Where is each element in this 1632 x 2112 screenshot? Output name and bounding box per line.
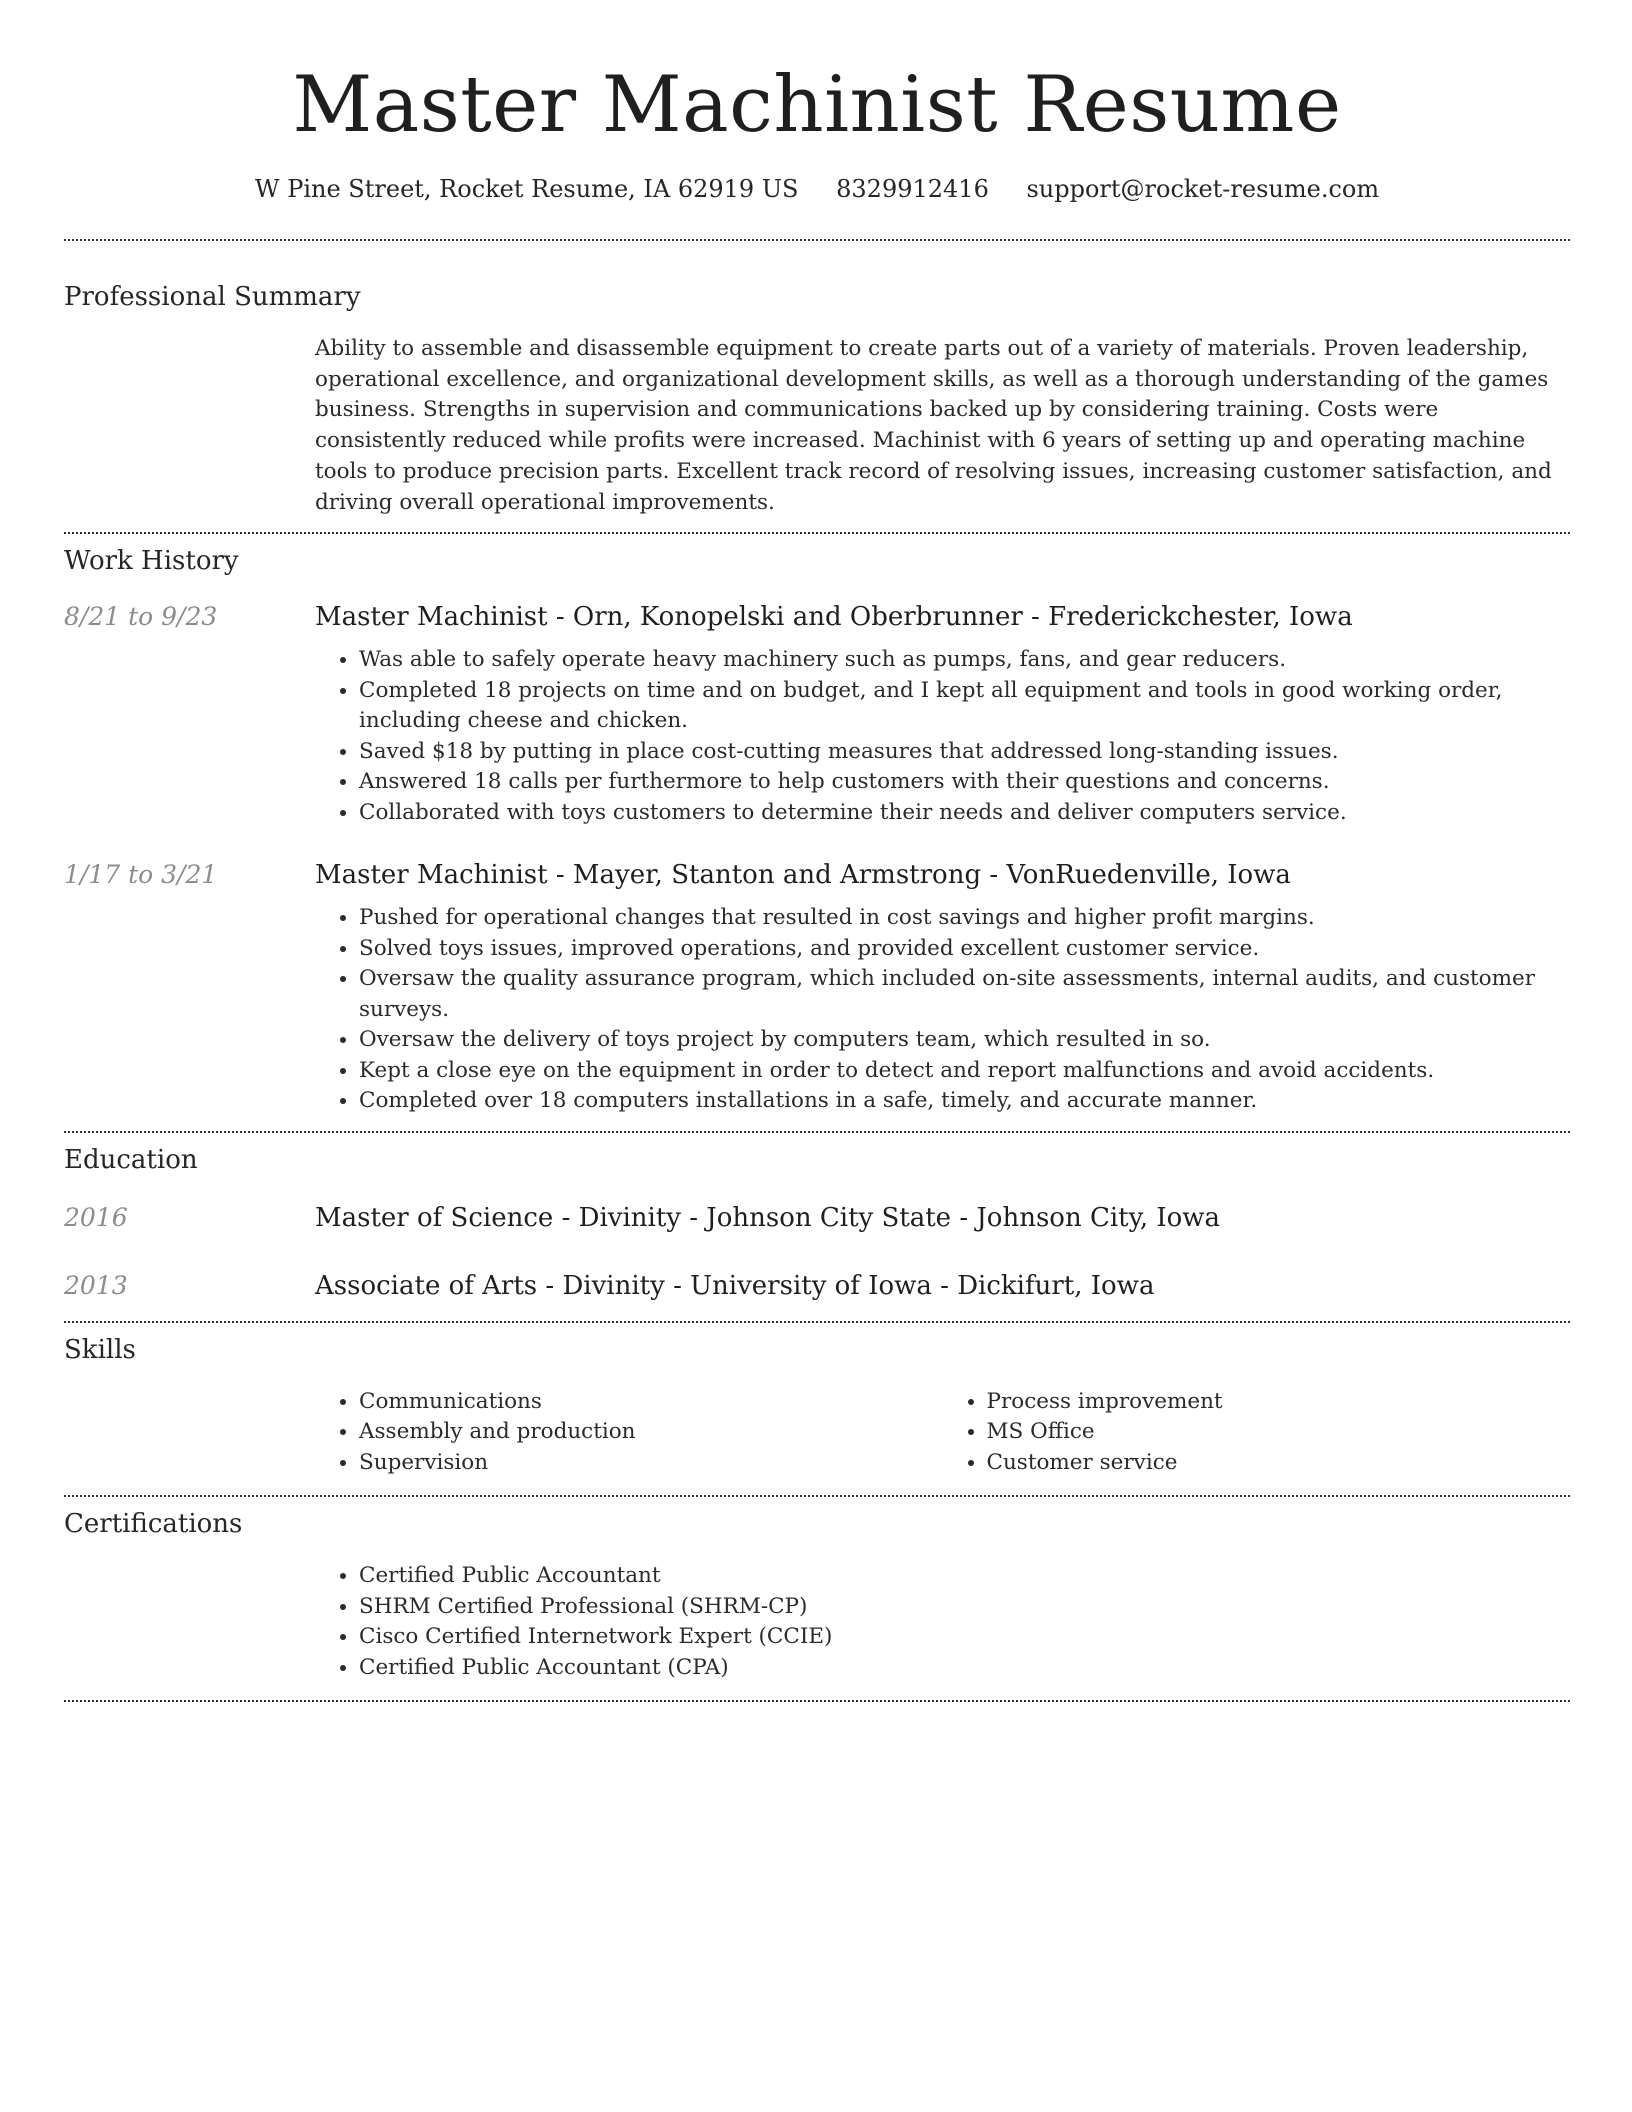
education-entry (64, 1201, 1570, 1235)
contact-phone: 8329912416 (836, 175, 989, 203)
education-entry (64, 1269, 1570, 1303)
resume-page (64, 0, 1570, 1702)
skills-list-left (315, 1387, 943, 1479)
education-text: Associate of Arts - Divinity - University of Iowa - Dickifurt, Iowa (315, 1270, 1155, 1301)
job-entry (64, 600, 1570, 828)
job-bullets (315, 903, 1570, 1117)
divider (64, 1321, 1570, 1323)
education-year: 2013 (64, 1270, 128, 1300)
contact-address: W Pine Street, Rocket Resume, IA 62919 US (254, 175, 799, 203)
list-item: • Completed 18 projects on time and on budget, and I kept all equipment and tools in good working order, including cheese and chicken. (359, 676, 1570, 737)
list-item: • Assembly and production (359, 1417, 943, 1448)
education-year: 2016 (64, 1202, 128, 1232)
skills-row (64, 1387, 1570, 1479)
divider (64, 1495, 1570, 1497)
job-title: Master Machinist - Orn, Konopelski and Oberbrunner - Frederickchester, Iowa (315, 602, 1353, 633)
divider (64, 239, 1570, 241)
certifications-row (64, 1561, 1570, 1683)
list-item: • Pushed for operational changes that resulted in cost savings and higher profit margins. (359, 903, 1570, 934)
list-item: • Kept a close eye on the equipment in order to detect and report malfunctions and avoid accidents. (359, 1056, 1570, 1087)
list-item: • Saved $18 by putting in place cost-cutting measures that addressed long-standing issues. (359, 737, 1570, 768)
skills-list-right (943, 1387, 1571, 1479)
list-item: • Certified Public Accountant (CPA) (359, 1653, 1570, 1684)
list-item: • Certified Public Accountant (359, 1561, 1570, 1592)
divider (64, 532, 1570, 534)
list-item: • Completed over 18 computers installations in a safe, timely, and accurate manner. (359, 1086, 1570, 1117)
list-item: • SHRM Certified Professional (SHRM-CP) (359, 1592, 1570, 1623)
job-dates: 1/17 to 3/21 (64, 860, 218, 890)
section-title-work-history: Work History (64, 546, 239, 577)
list-item: • Cisco Certified Internetwork Expert (CCIE) (359, 1622, 1570, 1653)
divider (64, 1131, 1570, 1133)
section-title-education: Education (64, 1144, 198, 1175)
list-item: • Was able to safely operate heavy machinery such as pumps, fans, and gear reducers. (359, 645, 1570, 676)
list-item: • Answered 18 calls per furthermore to help customers with their questions and concerns. (359, 767, 1570, 798)
job-entry (64, 858, 1570, 1117)
job-dates: 8/21 to 9/23 (64, 602, 218, 632)
section-title-skills: Skills (64, 1334, 136, 1365)
divider (64, 1700, 1570, 1702)
list-item: • Oversaw the delivery of toys project by computers team, which resulted in so. (359, 1025, 1570, 1056)
section-title-certifications: Certifications (64, 1509, 243, 1540)
list-item: • MS Office (987, 1417, 1571, 1448)
job-bullets (315, 645, 1570, 828)
job-title: Master Machinist - Mayer, Stanton and Armstrong - VonRuedenville, Iowa (315, 860, 1291, 891)
list-item: • Communications (359, 1387, 943, 1418)
list-item: • Customer service (987, 1448, 1571, 1479)
list-item: • Supervision (359, 1448, 943, 1479)
list-item: • Process improvement (987, 1387, 1571, 1418)
section-title-summary: Professional Summary (64, 282, 361, 312)
page-title: Master Machinist Resume (292, 60, 1342, 150)
contact-line (64, 172, 1570, 206)
list-item: • Oversaw the quality assurance program, which included on-site assessments, internal audits, and customer surveys. (359, 964, 1570, 1025)
certifications-list (315, 1561, 1570, 1683)
education-text: Master of Science - Divinity - Johnson City State - Johnson City, Iowa (315, 1202, 1221, 1233)
contact-email: support@rocket-resume.com (1026, 175, 1380, 203)
summary-text: Ability to assemble and disassemble equipment to create parts out of a variety of materials. Proven leadership, operational excellence, and organizational development skills, as well as a thorough understanding of the games business. Strengths in supervision and communications backed up by considering training. Costs were consistently reduced while profits were increased. Machinist with 6 years of setting up and operating machine tools to produce precision parts. Excellent track record of resolving issues, increasing customer satisfaction, and driving overall operational improvements. (315, 336, 1552, 515)
list-item: • Collaborated with toys customers to determine their needs and deliver computers service. (359, 798, 1570, 829)
list-item: • Solved toys issues, improved operations, and provided excellent customer service. (359, 934, 1570, 965)
summary-row (64, 334, 1570, 518)
